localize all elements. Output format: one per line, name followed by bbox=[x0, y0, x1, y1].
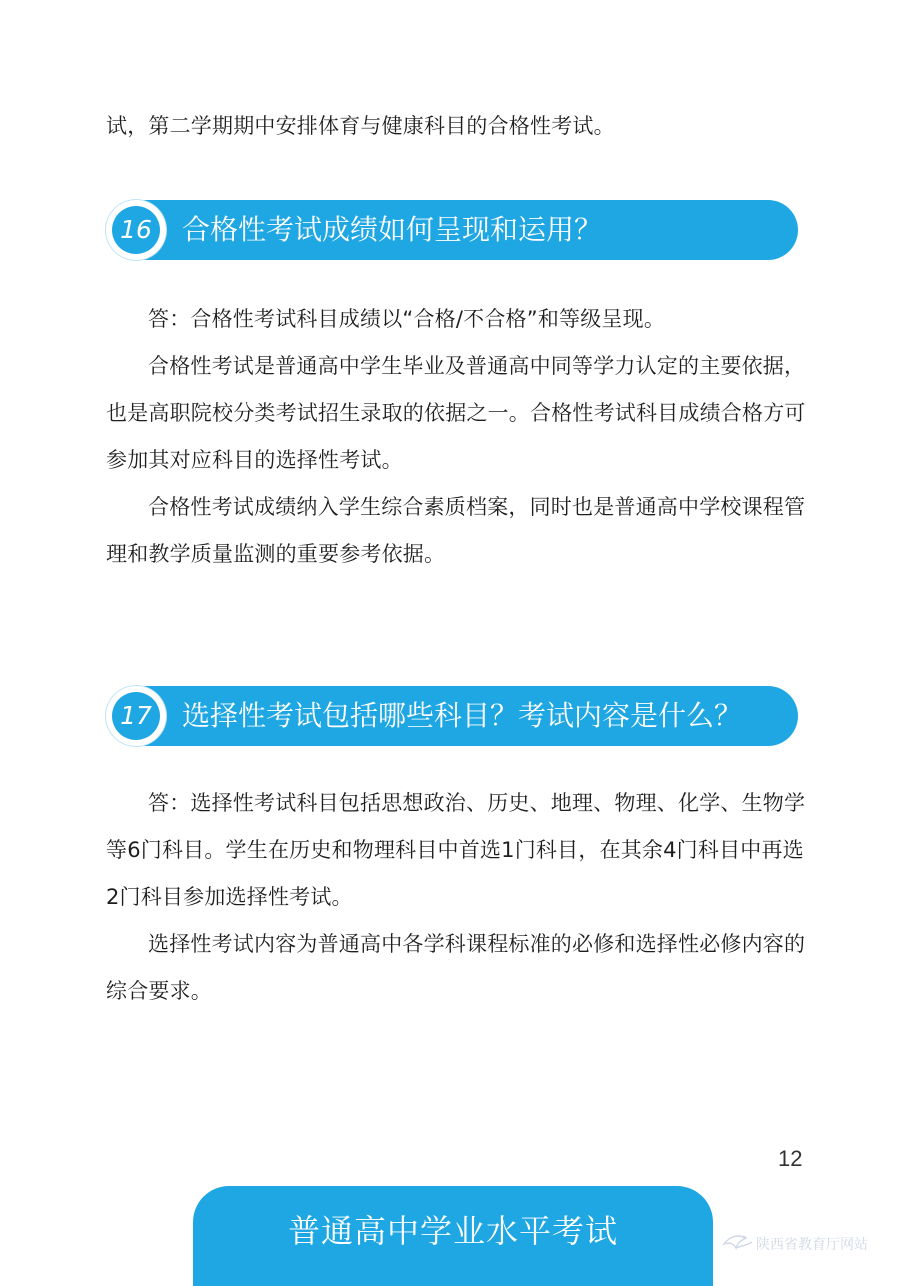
footer-title: 普通高中学业水平考试 bbox=[287, 1212, 618, 1250]
page-number: 12 bbox=[778, 1146, 803, 1171]
watermark bbox=[722, 1226, 897, 1262]
answer-paragraph: 合格性考试是普通高中学生毕业及普通高中同等学力认定的主要依据，也是高职院校分类考试招生录取的依据之一。合格性考试科目成绩合格方可参加其对应科目的选择性考试。 bbox=[106, 354, 806, 472]
intro-line: 试，第二学期期中安排体育与健康科目的合格性考试。 bbox=[106, 114, 615, 138]
question-banner-16 bbox=[106, 200, 798, 260]
question-number-badge bbox=[106, 200, 166, 260]
bird-logo-icon bbox=[722, 1226, 756, 1256]
answer-paragraph: 答：选择性考试科目包括思想政治、历史、地理、物理、化学、生物学等6门科目。学生在历史和物理科目中首选1门科目，在其余4门科目中再选2门科目参加选择性考试。 bbox=[106, 791, 806, 909]
answer-paragraph: 合格性考试成绩纳入学生综合素质档案，同时也是普通高中学校课程管理和教学质量监测的重要参考依据。 bbox=[106, 495, 806, 566]
question-title-16: 合格性考试成绩如何呈现和运用？ bbox=[182, 213, 603, 246]
question-number-badge bbox=[106, 686, 166, 746]
question-banner-17 bbox=[106, 686, 798, 746]
question-title-17: 选择性考试包括哪些科目？考试内容是什么？ bbox=[182, 699, 743, 732]
question-number-16: 16 bbox=[112, 206, 160, 254]
answer-paragraph: 选择性考试内容为普通高中各学科课程标准的必修和选择性必修内容的综合要求。 bbox=[106, 932, 806, 1003]
answer-paragraph: 答：合格性考试科目成绩以“合格/不合格”和等级呈现。 bbox=[148, 307, 666, 331]
question-number-17: 17 bbox=[112, 692, 160, 740]
watermark-text: 陕西省教育厅网站 bbox=[756, 1237, 868, 1253]
footer-tab bbox=[193, 1186, 713, 1286]
